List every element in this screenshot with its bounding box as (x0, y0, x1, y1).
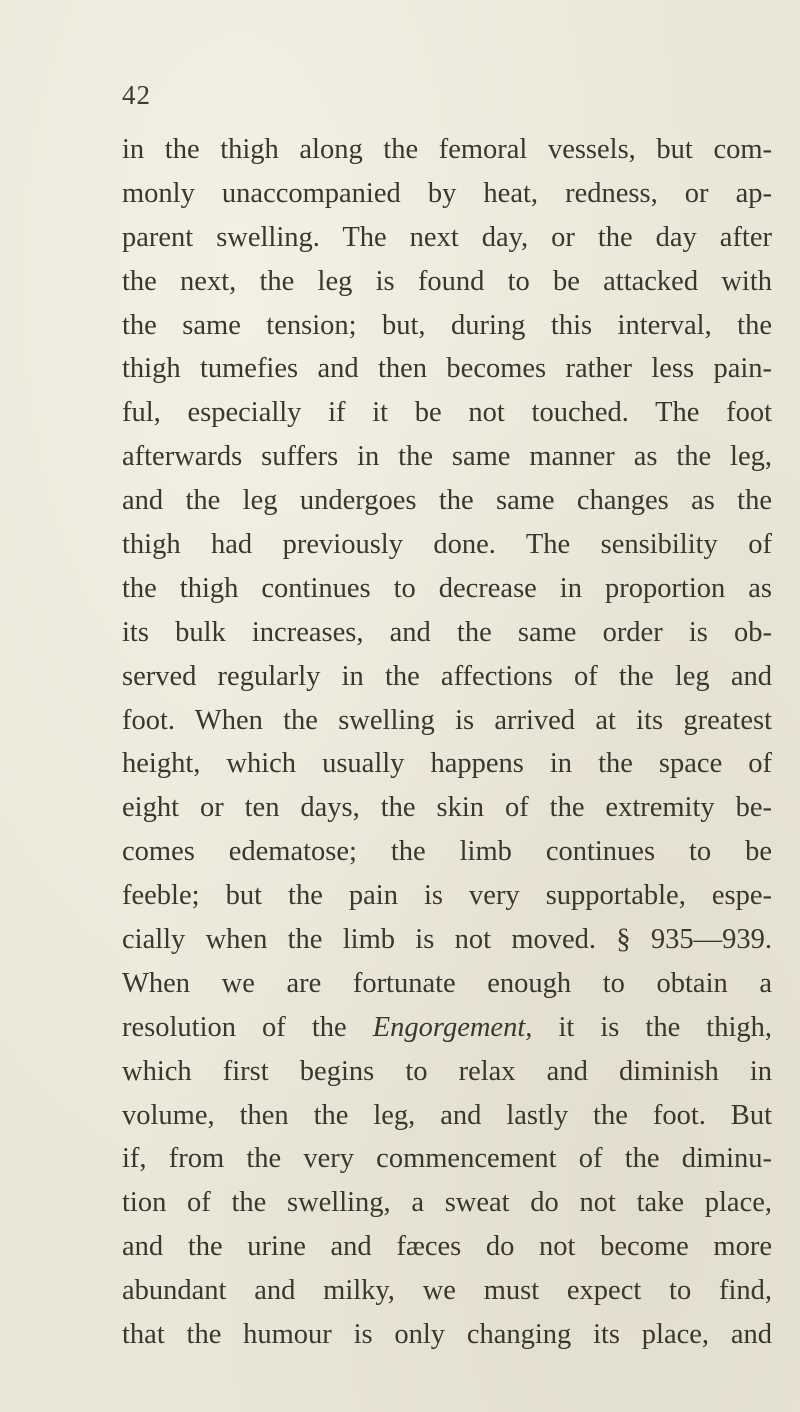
text-line-13: served regularly in the affections of the leg and (122, 660, 772, 692)
text-line-15: height, which usually happens in the space of (122, 748, 772, 780)
text-line-24: if, from the very commencement of the diminu- (122, 1143, 772, 1175)
text-line-21 (122, 1006, 772, 1050)
text-line-12: its bulk increases, and the same order is ob- (122, 616, 772, 648)
text-line-27: abundant and milky, we must expect to find, (122, 1275, 772, 1307)
text-line-22: which first begins to relax and diminish in (122, 1055, 772, 1087)
text-line-10: thigh had previously done. The sensibility of (122, 529, 772, 561)
text-line-16: eight or ten days, the skin of the extremity be- (122, 792, 772, 824)
body-text (122, 128, 772, 1357)
text-line-7: ful, especially if it be not touched. The foot (122, 397, 772, 429)
text-line-25: tion of the swelling, a sweat do not take place, (122, 1187, 772, 1219)
text-line-9: and the leg undergoes the same changes as the (122, 485, 772, 517)
text-line-19: cially when the limb is not moved. § 935—939. (122, 924, 772, 956)
text-line-21-after: it is the thigh, (532, 1011, 773, 1043)
text-line-23: volume, then the leg, and lastly the foot. But (122, 1099, 772, 1131)
text-line-1: in the thigh along the femoral vessels, but com- (122, 134, 772, 165)
italic-term-engorgement: Engorgement, (372, 1011, 533, 1043)
text-line-28: that the humour is only changing its place, and (122, 1319, 772, 1351)
text-line-18: feeble; but the pain is very supportable, espe- (122, 880, 772, 912)
text-line-3: parent swelling. The next day, or the day after (122, 221, 772, 253)
text-line-4: the next, the leg is found to be attacked with (122, 265, 772, 297)
text-line-6: thigh tumefies and then becomes rather less pain- (122, 353, 772, 385)
text-line-20: When we are fortunate enough to obtain a (122, 967, 772, 999)
page-number: 42 (122, 80, 151, 110)
text-line-26: and the urine and fæces do not become more (122, 1231, 772, 1263)
text-line-5: the same tension; but, during this interval, the (122, 309, 772, 341)
text-line-2: monly unaccompanied by heat, redness, or ap- (122, 177, 772, 209)
text-line-21-before: resolution of the (122, 1011, 373, 1043)
text-line-14: foot. When the swelling is arrived at its greatest (122, 704, 772, 736)
text-line-17: comes edematose; the limb continues to be (122, 836, 772, 868)
text-line-11: the thigh continues to decrease in proportion as (122, 572, 772, 604)
text-line-8: afterwards suffers in the same manner as the leg, (122, 441, 772, 473)
